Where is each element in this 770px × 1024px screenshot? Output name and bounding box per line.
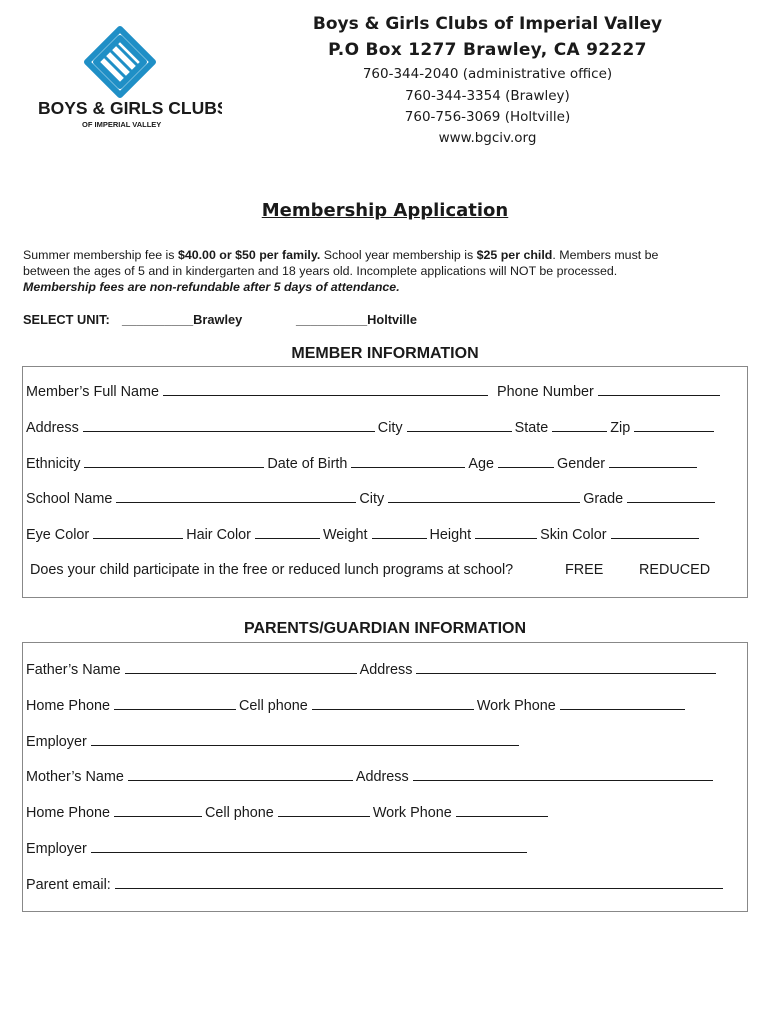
contact-brawley: 760-344-3354 (Brawley) (405, 88, 570, 104)
parent-row-employer-1 (26, 733, 738, 750)
cell-phone-2-field[interactable] (278, 804, 370, 817)
eye-color-label: Eye Color (26, 527, 90, 543)
eye-color-field[interactable] (93, 526, 183, 539)
ethnicity-label: Ethnicity (26, 456, 81, 472)
employer-2-field[interactable] (91, 840, 527, 853)
weight-field[interactable] (372, 526, 427, 539)
cell-phone-2-label: Cell phone (205, 805, 274, 821)
contact-admin: 760-344-2040 (administrative office) (362, 66, 613, 82)
school-label: School Name (26, 491, 113, 507)
intro-text: School year membership is (320, 248, 477, 262)
parent-email-label: Parent email: (26, 877, 111, 893)
member-row-name (26, 383, 738, 400)
intro-text: . Members must be (552, 248, 659, 262)
unit-option-holtville[interactable]: __________Holtville (296, 312, 417, 327)
intro-text: Summer membership fee is (23, 248, 178, 262)
intro-refund-line: Membership fees are non-refundable after 5 days of attendance. (23, 280, 400, 294)
father-address-label: Address (359, 662, 413, 678)
address-field[interactable] (83, 419, 375, 432)
father-address-field[interactable] (416, 661, 716, 674)
age-label: Age (468, 456, 494, 472)
parent-row-father (26, 661, 738, 678)
father-name-label: Father’s Name (26, 662, 121, 678)
cell-phone-label: Cell phone (239, 698, 308, 714)
org-address: P.O Box 1277 Brawley, CA 92227 (328, 40, 647, 60)
intro-fee-line (23, 248, 748, 263)
member-name-field[interactable] (163, 383, 488, 396)
work-phone-2-field[interactable] (456, 804, 548, 817)
dob-label: Date of Birth (267, 456, 348, 472)
mother-name-field[interactable] (128, 768, 353, 781)
member-name-label: Member’s Full Name (26, 384, 160, 400)
mother-name-label: Mother’s Name (26, 769, 124, 785)
school-city-label: City (359, 491, 385, 507)
parent-row-mother (26, 768, 738, 785)
height-label: Height (429, 527, 472, 543)
intro-age-line: between the ages of 5 and in kindergarten and 18 years old. Incomplete applications will NOT be processed. (23, 264, 618, 278)
hair-color-label: Hair Color (186, 527, 251, 543)
unit-option-brawley[interactable]: __________Brawley (122, 312, 243, 327)
mother-address-field[interactable] (413, 768, 713, 781)
logo-text-main: BOYS & GIRLS CLUBS (38, 98, 222, 118)
intro-school-fee: $25 per child (476, 248, 553, 262)
ethnicity-field[interactable] (84, 455, 264, 468)
home-phone-2-field[interactable] (114, 804, 202, 817)
parent-row-phones-1 (26, 697, 738, 714)
weight-label: Weight (322, 527, 368, 543)
gender-field[interactable] (609, 455, 697, 468)
state-field[interactable] (552, 419, 607, 432)
parent-row-phones-2 (26, 804, 738, 821)
hair-color-field[interactable] (255, 526, 320, 539)
clasped-hands-icon (32, 24, 222, 134)
father-name-field[interactable] (125, 661, 357, 674)
club-logo (32, 24, 222, 134)
parents-section-title: PARENTS/GUARDIAN INFORMATION (243, 620, 527, 637)
contact-holtville: 760-756-3069 (Holtville) (404, 109, 571, 125)
employer-field[interactable] (91, 733, 519, 746)
grade-field[interactable] (627, 490, 715, 503)
address-label: Address (26, 420, 79, 436)
employer-2-label: Employer (26, 841, 87, 857)
state-label: State (514, 420, 549, 436)
city-field[interactable] (407, 419, 512, 432)
school-field[interactable] (116, 490, 356, 503)
form-title: Membership Application (261, 200, 509, 221)
parent-row-employer-2 (26, 840, 738, 857)
phone-label: Phone Number (497, 384, 594, 400)
school-city-field[interactable] (388, 490, 580, 503)
age-field[interactable] (498, 455, 554, 468)
skin-color-field[interactable] (611, 526, 699, 539)
employer-label: Employer (26, 734, 87, 750)
mother-address-label: Address (355, 769, 409, 785)
zip-field[interactable] (634, 419, 714, 432)
home-phone-field[interactable] (114, 697, 236, 710)
member-row-school (26, 490, 738, 507)
parent-row-email (26, 876, 738, 893)
org-name: Boys & Girls Clubs of Imperial Valley (312, 14, 663, 34)
height-field[interactable] (475, 526, 537, 539)
cell-phone-field[interactable] (312, 697, 474, 710)
member-row-address (26, 419, 738, 436)
city-label: City (377, 420, 403, 436)
parent-email-field[interactable] (115, 876, 723, 889)
dob-field[interactable] (351, 455, 465, 468)
zip-label: Zip (610, 420, 631, 436)
home-phone-2-label: Home Phone (26, 805, 110, 821)
skin-color-label: Skin Color (540, 527, 607, 543)
member-section-title: MEMBER INFORMATION (291, 345, 479, 362)
intro-summer-fee: $40.00 or $50 per family. (177, 248, 321, 262)
gender-label: Gender (557, 456, 605, 472)
work-phone-2-label: Work Phone (372, 805, 452, 821)
member-row-ethnicity (26, 455, 738, 472)
home-phone-label: Home Phone (26, 698, 110, 714)
phone-field[interactable] (598, 383, 720, 396)
member-row-appearance (26, 526, 738, 543)
work-phone-label: Work Phone (476, 698, 556, 714)
grade-label: Grade (583, 491, 624, 507)
select-unit-label: SELECT UNIT: (23, 312, 110, 327)
lunch-program-question: Does your child participate in the free or reduced lunch programs at school? (30, 562, 514, 578)
work-phone-field[interactable] (560, 697, 685, 710)
contact-website: www.bgciv.org (438, 130, 537, 146)
lunch-option-reduced[interactable]: REDUCED (639, 562, 711, 578)
logo-text-sub: OF IMPERIAL VALLEY (82, 120, 162, 129)
lunch-option-free[interactable]: FREE (565, 562, 604, 578)
